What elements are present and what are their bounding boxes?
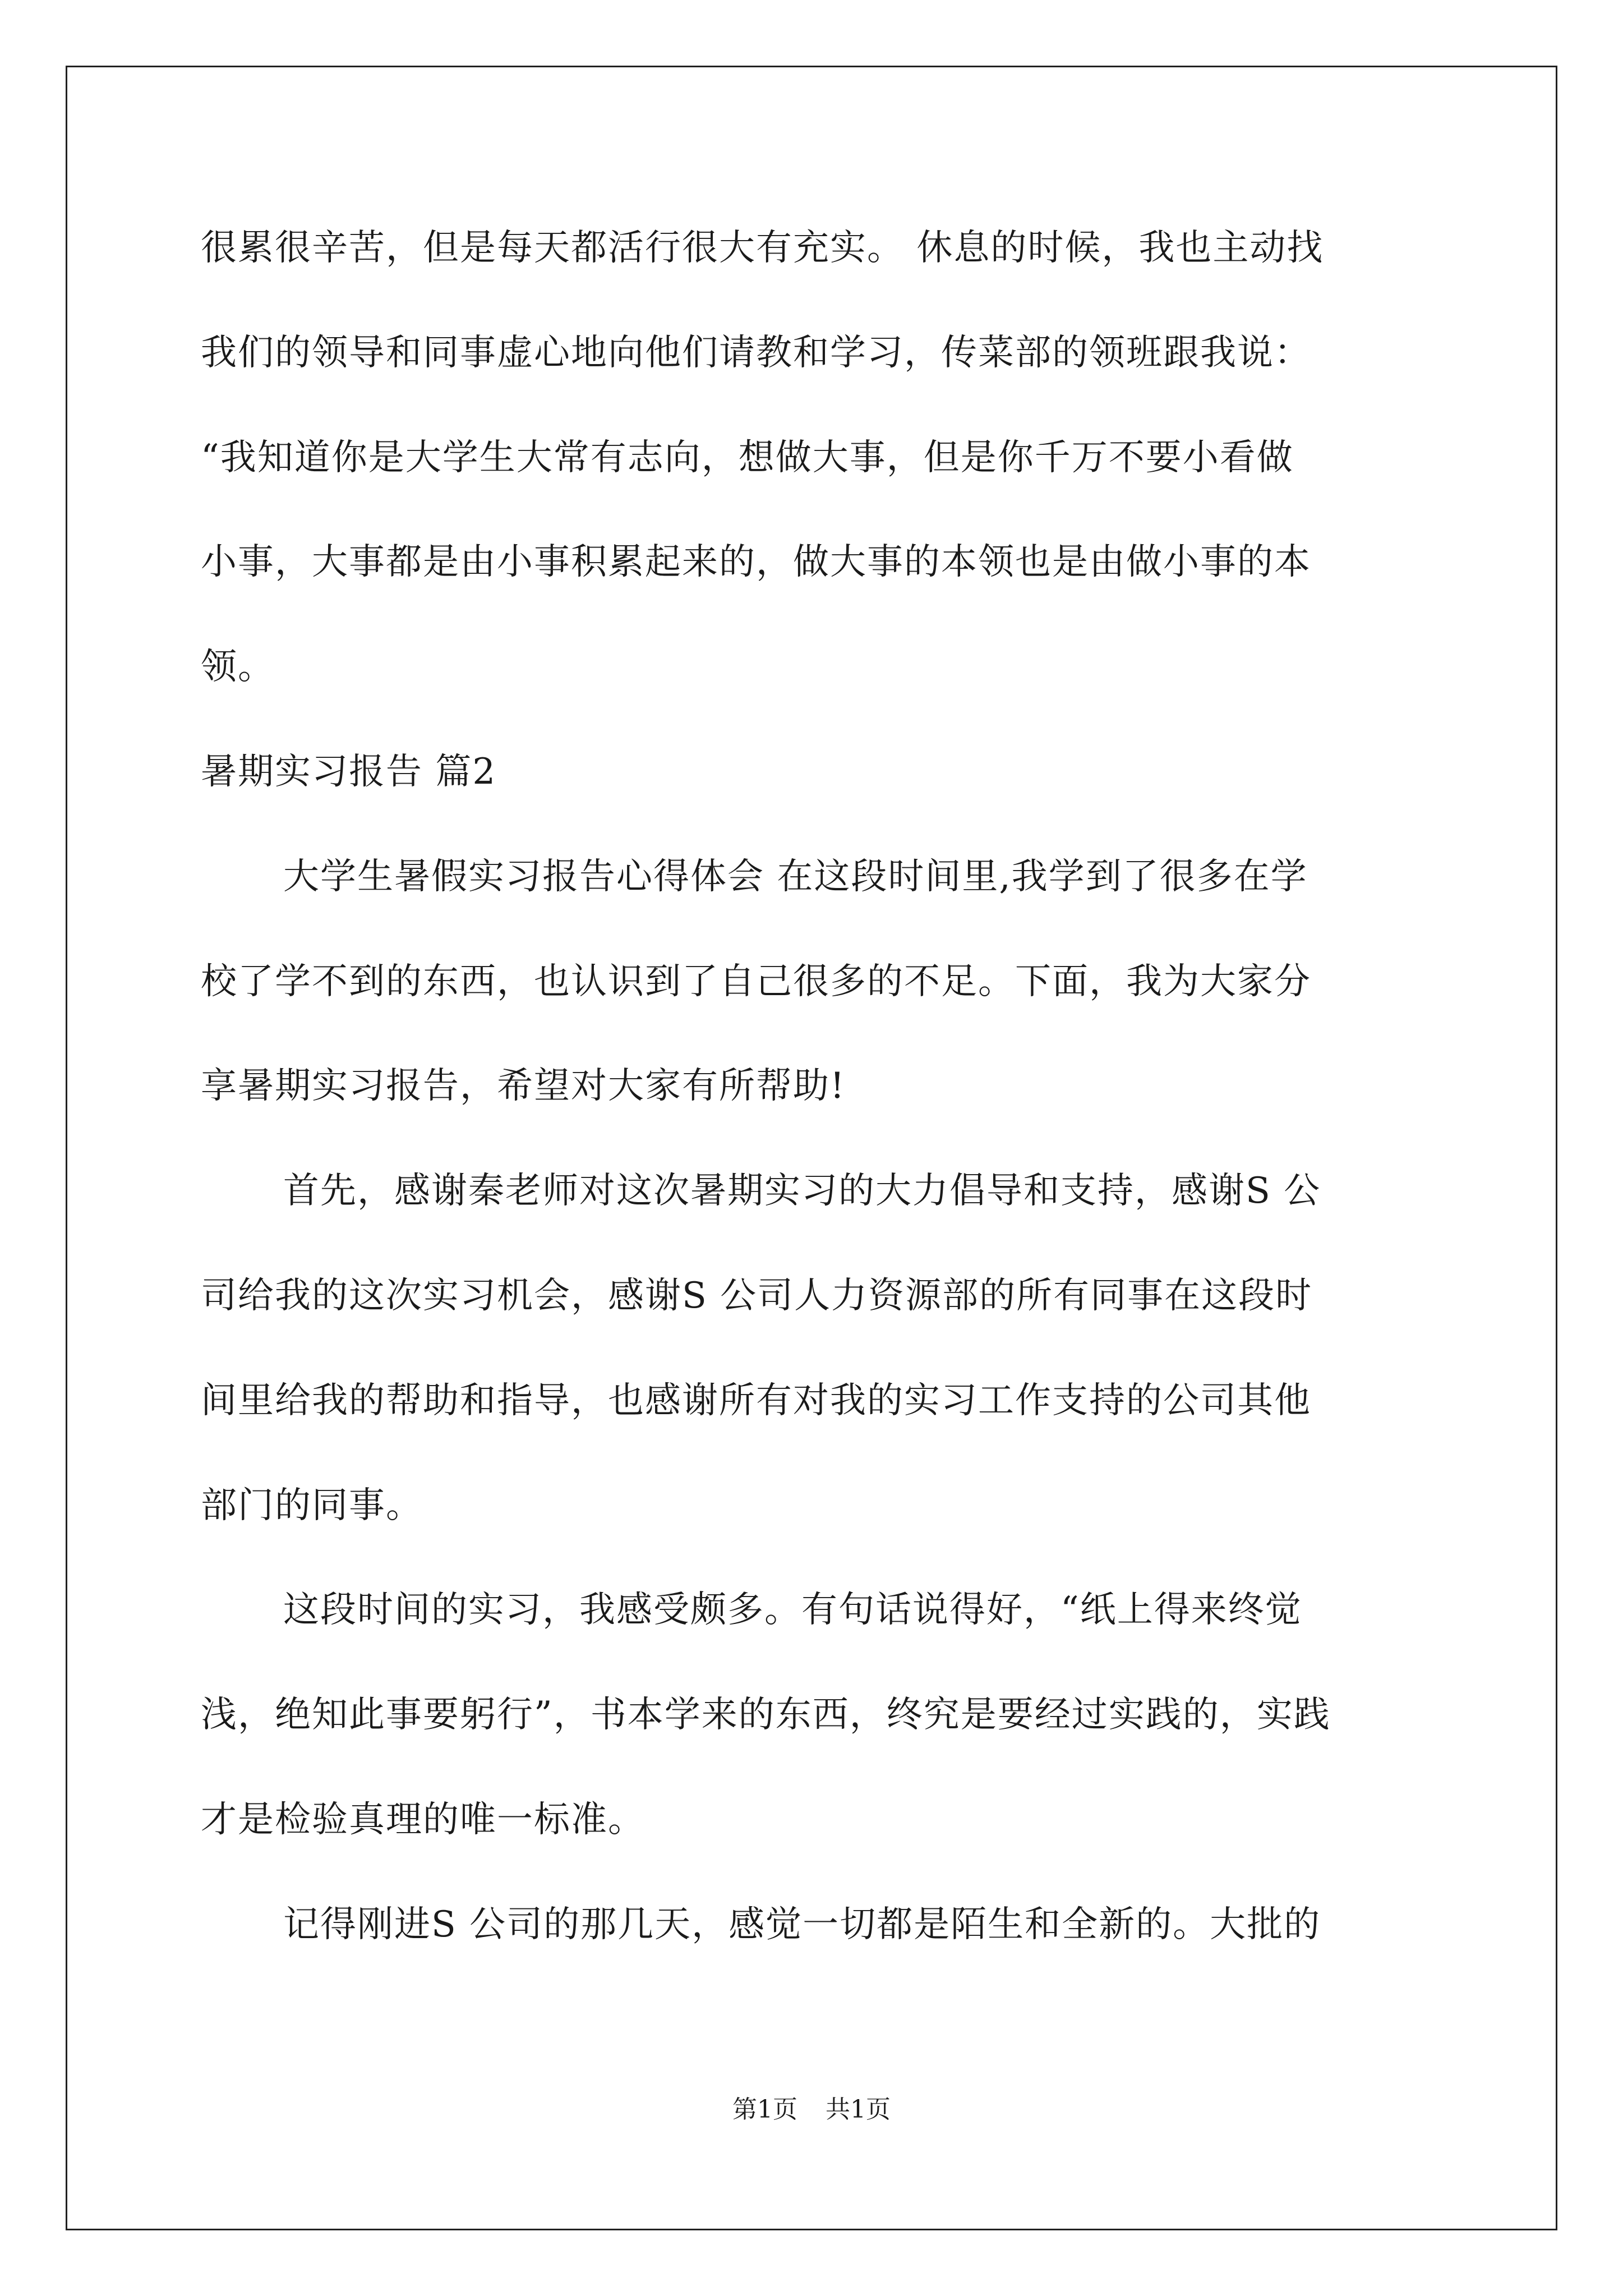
text-line: 这段时间的实习，我感受颇多。有句话说得好，“纸上得来终觉 bbox=[283, 1589, 1302, 1631]
text-line: 记得刚进S 公司的那几天，感觉一切都是陌生和全新的。大批的 bbox=[283, 1904, 1321, 1945]
page-footer bbox=[0, 2093, 1623, 2127]
text-line: 间里给我的帮助和指导，也感谢所有对我的实习工作支持的公司其他 bbox=[201, 1380, 1311, 1421]
page-total: 共1页 bbox=[826, 2095, 891, 2124]
text-line: 校了学不到的东西，也认识到了自己很多的不足。下面，我为大家分 bbox=[201, 961, 1311, 1002]
section-heading: 暑期实习报告 篇2 bbox=[201, 751, 497, 793]
text-line: 浅，绝知此事要躬行”，书本学来的东西，终究是要经过实践的，实践 bbox=[201, 1694, 1331, 1736]
text-line: 司给我的这次实习机会，感谢S 公司人力资源部的所有同事在这段时 bbox=[201, 1275, 1313, 1317]
text-line: “我知道你是大学生大常有志向，想做大事，但是你千万不要小看做 bbox=[201, 437, 1294, 478]
page-number: 第1页 bbox=[732, 2095, 797, 2124]
text-line: 我们的领导和同事虚心地向他们请教和学习，传菜部的领班跟我说： bbox=[201, 332, 1311, 374]
text-line: 首先，感谢秦老师对这次暑期实习的大力倡导和支持，感谢S 公 bbox=[283, 1170, 1321, 1212]
text-line: 部门的同事。 bbox=[201, 1485, 423, 1526]
text-line: 很累很辛苦，但是每天都活行很大有充实。 休息的时候，我也主动找 bbox=[201, 227, 1324, 269]
text-line: 领。 bbox=[201, 646, 275, 688]
text-line: 大学生暑假实习报告心得体会 在这段时间里,我学到了很多在学 bbox=[283, 856, 1308, 898]
text-line: 享暑期实习报告，希望对大家有所帮助! bbox=[201, 1065, 846, 1107]
text-line: 小事，大事都是由小事积累起来的，做大事的本领也是由做小事的本 bbox=[201, 541, 1311, 583]
text-line: 才是检验真理的唯一标准。 bbox=[201, 1799, 645, 1841]
